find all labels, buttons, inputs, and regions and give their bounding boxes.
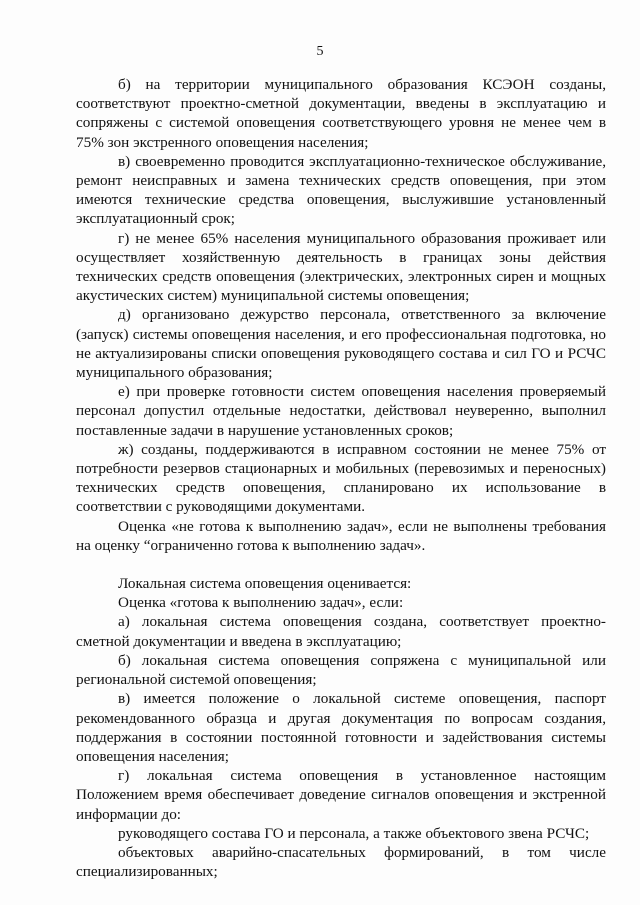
paragraph-local-system-heading: Локальная система оповещения оценивается:: [118, 575, 412, 593]
paragraph-d-duty-staff: д) организовано дежурство персонала, ответственного за включение (запуск) системы оповещения населения, и его профессиональная подготовка, но не актуализированы списки оповещения руководящего состава и сил ГО и РСЧС муниципального образования;: [76, 306, 606, 382]
paragraph-g-coverage: г) не менее 65% населения муниципального образования проживает или осуществляет хозяйственную деятельность в границах зоны действия технических средств оповещения (электрических, электронных сирен и мощных акустических систем) муниципальной системы оповещения;: [76, 229, 606, 305]
paragraph-rescue-units: объектовых аварийно-спасательных формирований, в том числе специализированных;: [76, 843, 606, 881]
paragraph-b-local-linked: б) локальная система оповещения сопряжена с муниципальной или региональной системой оповещения;: [76, 651, 606, 689]
paragraph-a-local-created: а) локальная система оповещения создана, соответствует проектно-сметной документации и введена в эксплуатацию;: [76, 613, 606, 650]
page-number: 5: [316, 44, 324, 59]
paragraph-v-maintenance: в) своевременно проводится эксплуатационно-техническое обслуживание, ремонт неисправных и замена технических средств оповещения, при этом имеются технические средства оповещения, выслужившие установленный эксплуатационный срок;: [76, 152, 606, 228]
paragraph-not-ready-rating: Оценка «не готова к выполнению задач», если не выполнены требования на оценку “ограниченно готова к выполнению задач».: [76, 517, 606, 554]
paragraph-e-readiness-check: е) при проверке готовности систем оповещения населения проверяемый персонал допустил отдельные недостатки, действовал неуверенно, выполнил поставленные задачи в нарушение установленных сроков;: [76, 383, 606, 439]
paragraph-zh-reserves: ж) созданы, поддерживаются в исправном состоянии не менее 75% от потребности резервов стационарных и мобильных (перевозимых и переносных) технических средств оповещения, спланировано их использование в соответствии с руководящими документами.: [76, 440, 606, 516]
paragraph-g-local-delivery: г) локальная система оповещения в установленное настоящим Положением время обеспечивает доведение сигналов оповещения и экстренной информации до:: [76, 767, 606, 823]
paragraph-leadership: руководящего состава ГО и персонала, а также объектового звена РСЧС;: [118, 824, 590, 842]
paragraph-ready-rating: Оценка «готова к выполнению задач», если:: [118, 594, 404, 612]
document-body: [76, 75, 606, 881]
paragraph-b-ksaeon: б) на территории муниципального образования КСЭОН созданы, соответствуют проектно-сметной документации, введены в эксплуатацию и сопряжены с системой оповещения соответствующего уровня не менее чем в 75% зон экстренного оповещения населения;: [76, 76, 606, 151]
paragraph-v-local-regulation: в) имеется положение о локальной системе оповещения, паспорт рекомендованного образца и другая документация по вопросам создания, поддержания в состоянии постоянной готовности и задействования системы оповещения населения;: [76, 690, 606, 765]
